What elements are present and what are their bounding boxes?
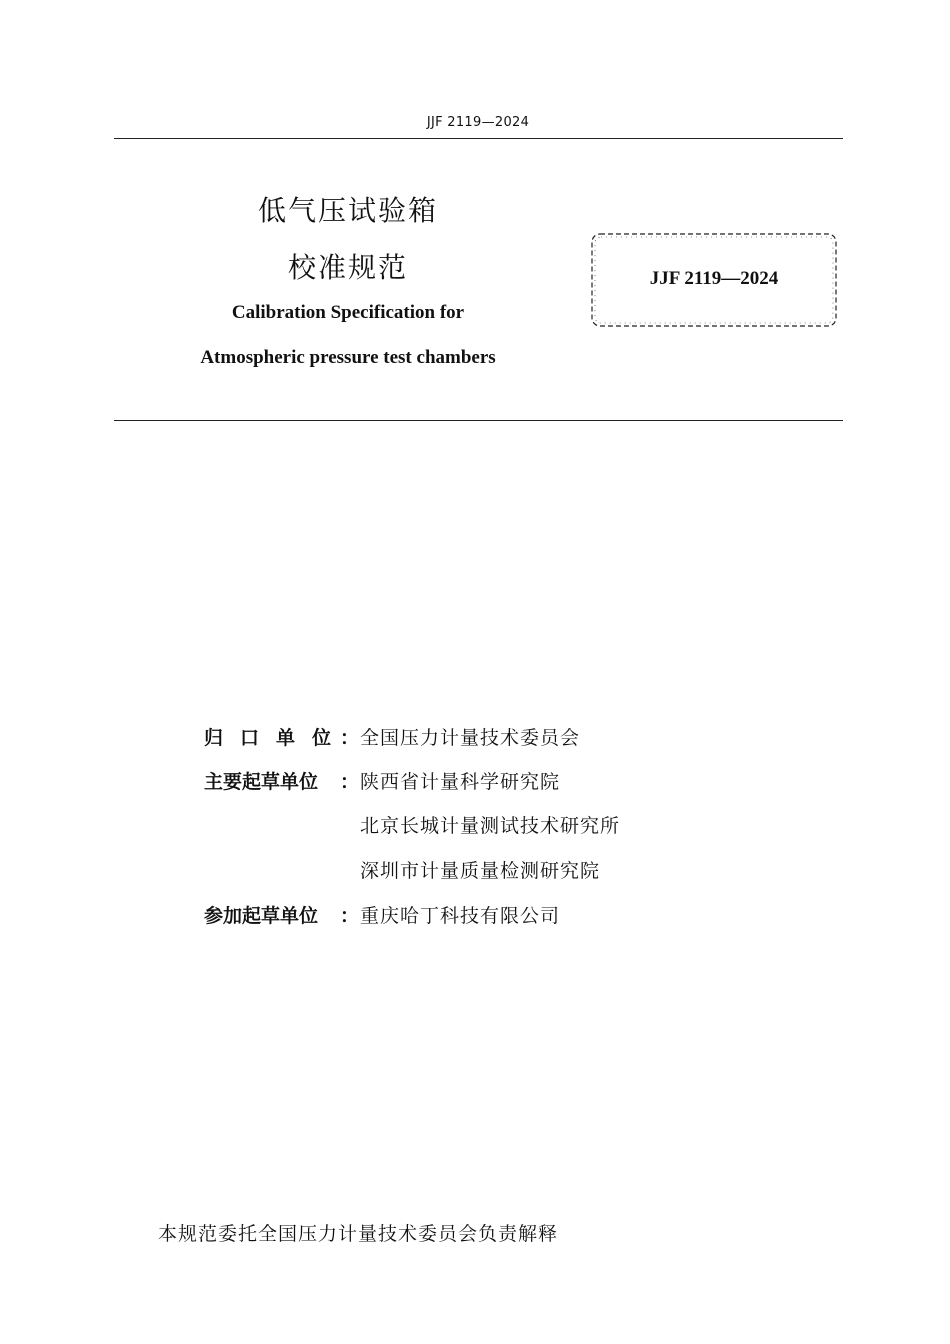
standard-code: JJF 2119—2024 <box>649 268 779 289</box>
participating-label: 参加起草单位 <box>204 905 319 927</box>
main-drafting-label: 主要起草单位 <box>204 771 319 793</box>
main-drafting-value-1: 陕西省计量科学研究院 <box>360 772 561 793</box>
middle-rule <box>114 420 843 421</box>
main-drafting-value-2: 北京长城计量测试技术研究所 <box>360 816 621 837</box>
main-drafting-row-3 <box>360 860 600 884</box>
main-drafting-value-3: 深圳市计量质量检测研究院 <box>360 861 601 882</box>
participating-value: 重庆哈丁科技有限公司 <box>360 906 561 927</box>
standard-code-box <box>590 232 838 328</box>
title-en-line2: Atmospheric pressure test chambers <box>200 347 496 368</box>
title-zh-line2: 校准规范 <box>287 251 408 284</box>
responsible-unit-row: 归口单位 ：全国压力计量技术委员会 <box>204 727 581 749</box>
running-header: JJF 2119—2024 <box>426 115 530 130</box>
main-drafting-row: 主要起草单位 ：陕西省计量科学研究院 <box>204 771 561 793</box>
main-drafting-row-2 <box>360 815 620 839</box>
title-en-line1: Calibration Specification for <box>231 302 465 323</box>
responsible-unit-value: 全国压力计量技术委员会 <box>360 728 581 749</box>
top-rule <box>114 138 843 139</box>
responsible-unit-label: 归口单位 <box>204 727 332 749</box>
participating-row: 参加起草单位 ：重庆哈丁科技有限公司 <box>204 905 561 927</box>
title-zh-line1: 低气压试验箱 <box>257 194 438 227</box>
interpretation-note: 本规范委托全国压力计量技术委员会负责解释 <box>158 1224 559 1245</box>
